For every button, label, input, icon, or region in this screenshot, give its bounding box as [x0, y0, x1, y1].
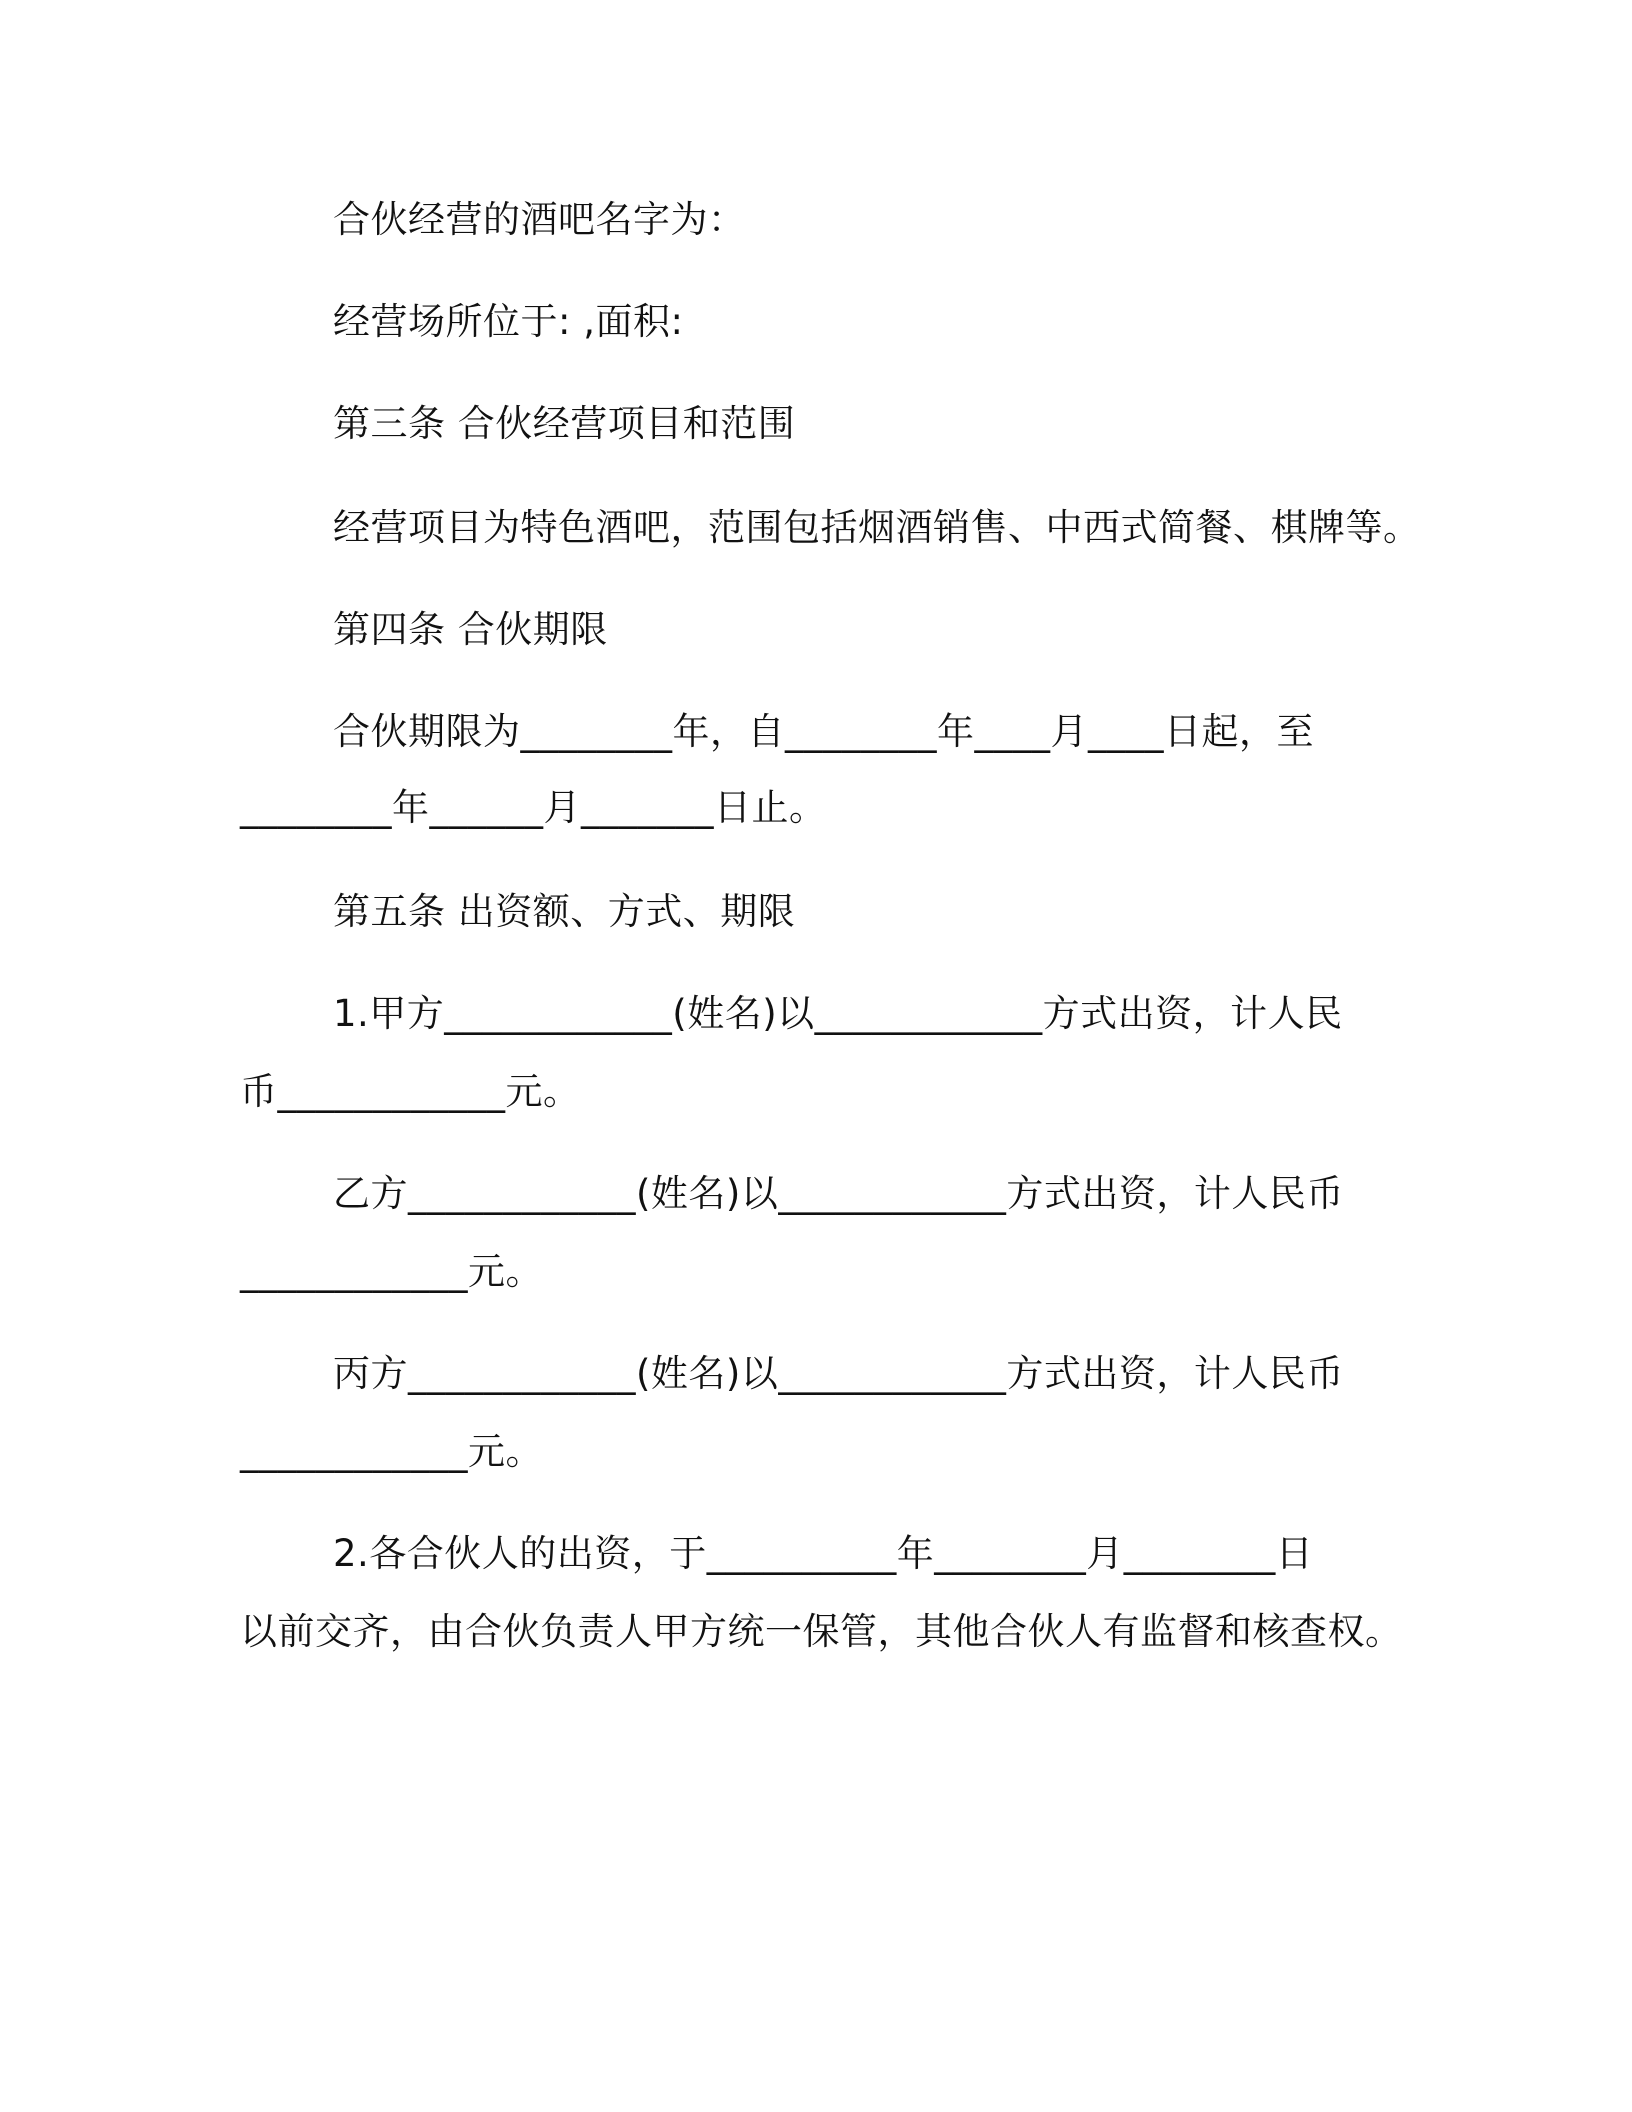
party-b-contribution-2: ____________元。	[240, 1250, 543, 1293]
article-4-heading: 第四条 合伙期限	[333, 608, 608, 651]
contribution-deadline-1: 2.各合伙人的出资，于__________年________月________日	[333, 1532, 1314, 1575]
contribution-deadline-2: 以前交齐，由合伙负责人甲方统一保管，其他合伙人有监督和核查权。	[240, 1610, 1403, 1653]
party-c-contribution-1: 丙方____________(姓名)以____________方式出资，计人民币	[333, 1352, 1344, 1395]
term-line-1: 合伙期限为________年，自________年____月____日起，至	[333, 710, 1314, 753]
party-a-contribution-1: 1.甲方____________(姓名)以____________方式出资，计人民	[333, 992, 1343, 1035]
article-3-heading: 第三条 合伙经营项目和范围	[333, 402, 796, 445]
term-line-2: ________年______月_______日止。	[240, 786, 827, 829]
party-a-contribution-2: 币____________元。	[240, 1070, 581, 1113]
party-c-contribution-2: ____________元。	[240, 1430, 543, 1473]
business-scope-line: 经营项目为特色酒吧，范围包括烟酒销售、中西式简餐、棋牌等。	[333, 506, 1421, 549]
bar-name-line: 合伙经营的酒吧名字为：	[333, 198, 746, 241]
article-5-heading: 第五条 出资额、方式、期限	[333, 890, 796, 933]
location-area-line: 经营场所位于: ,面积:	[333, 300, 684, 343]
party-b-contribution-1: 乙方____________(姓名)以____________方式出资，计人民币	[333, 1172, 1344, 1215]
